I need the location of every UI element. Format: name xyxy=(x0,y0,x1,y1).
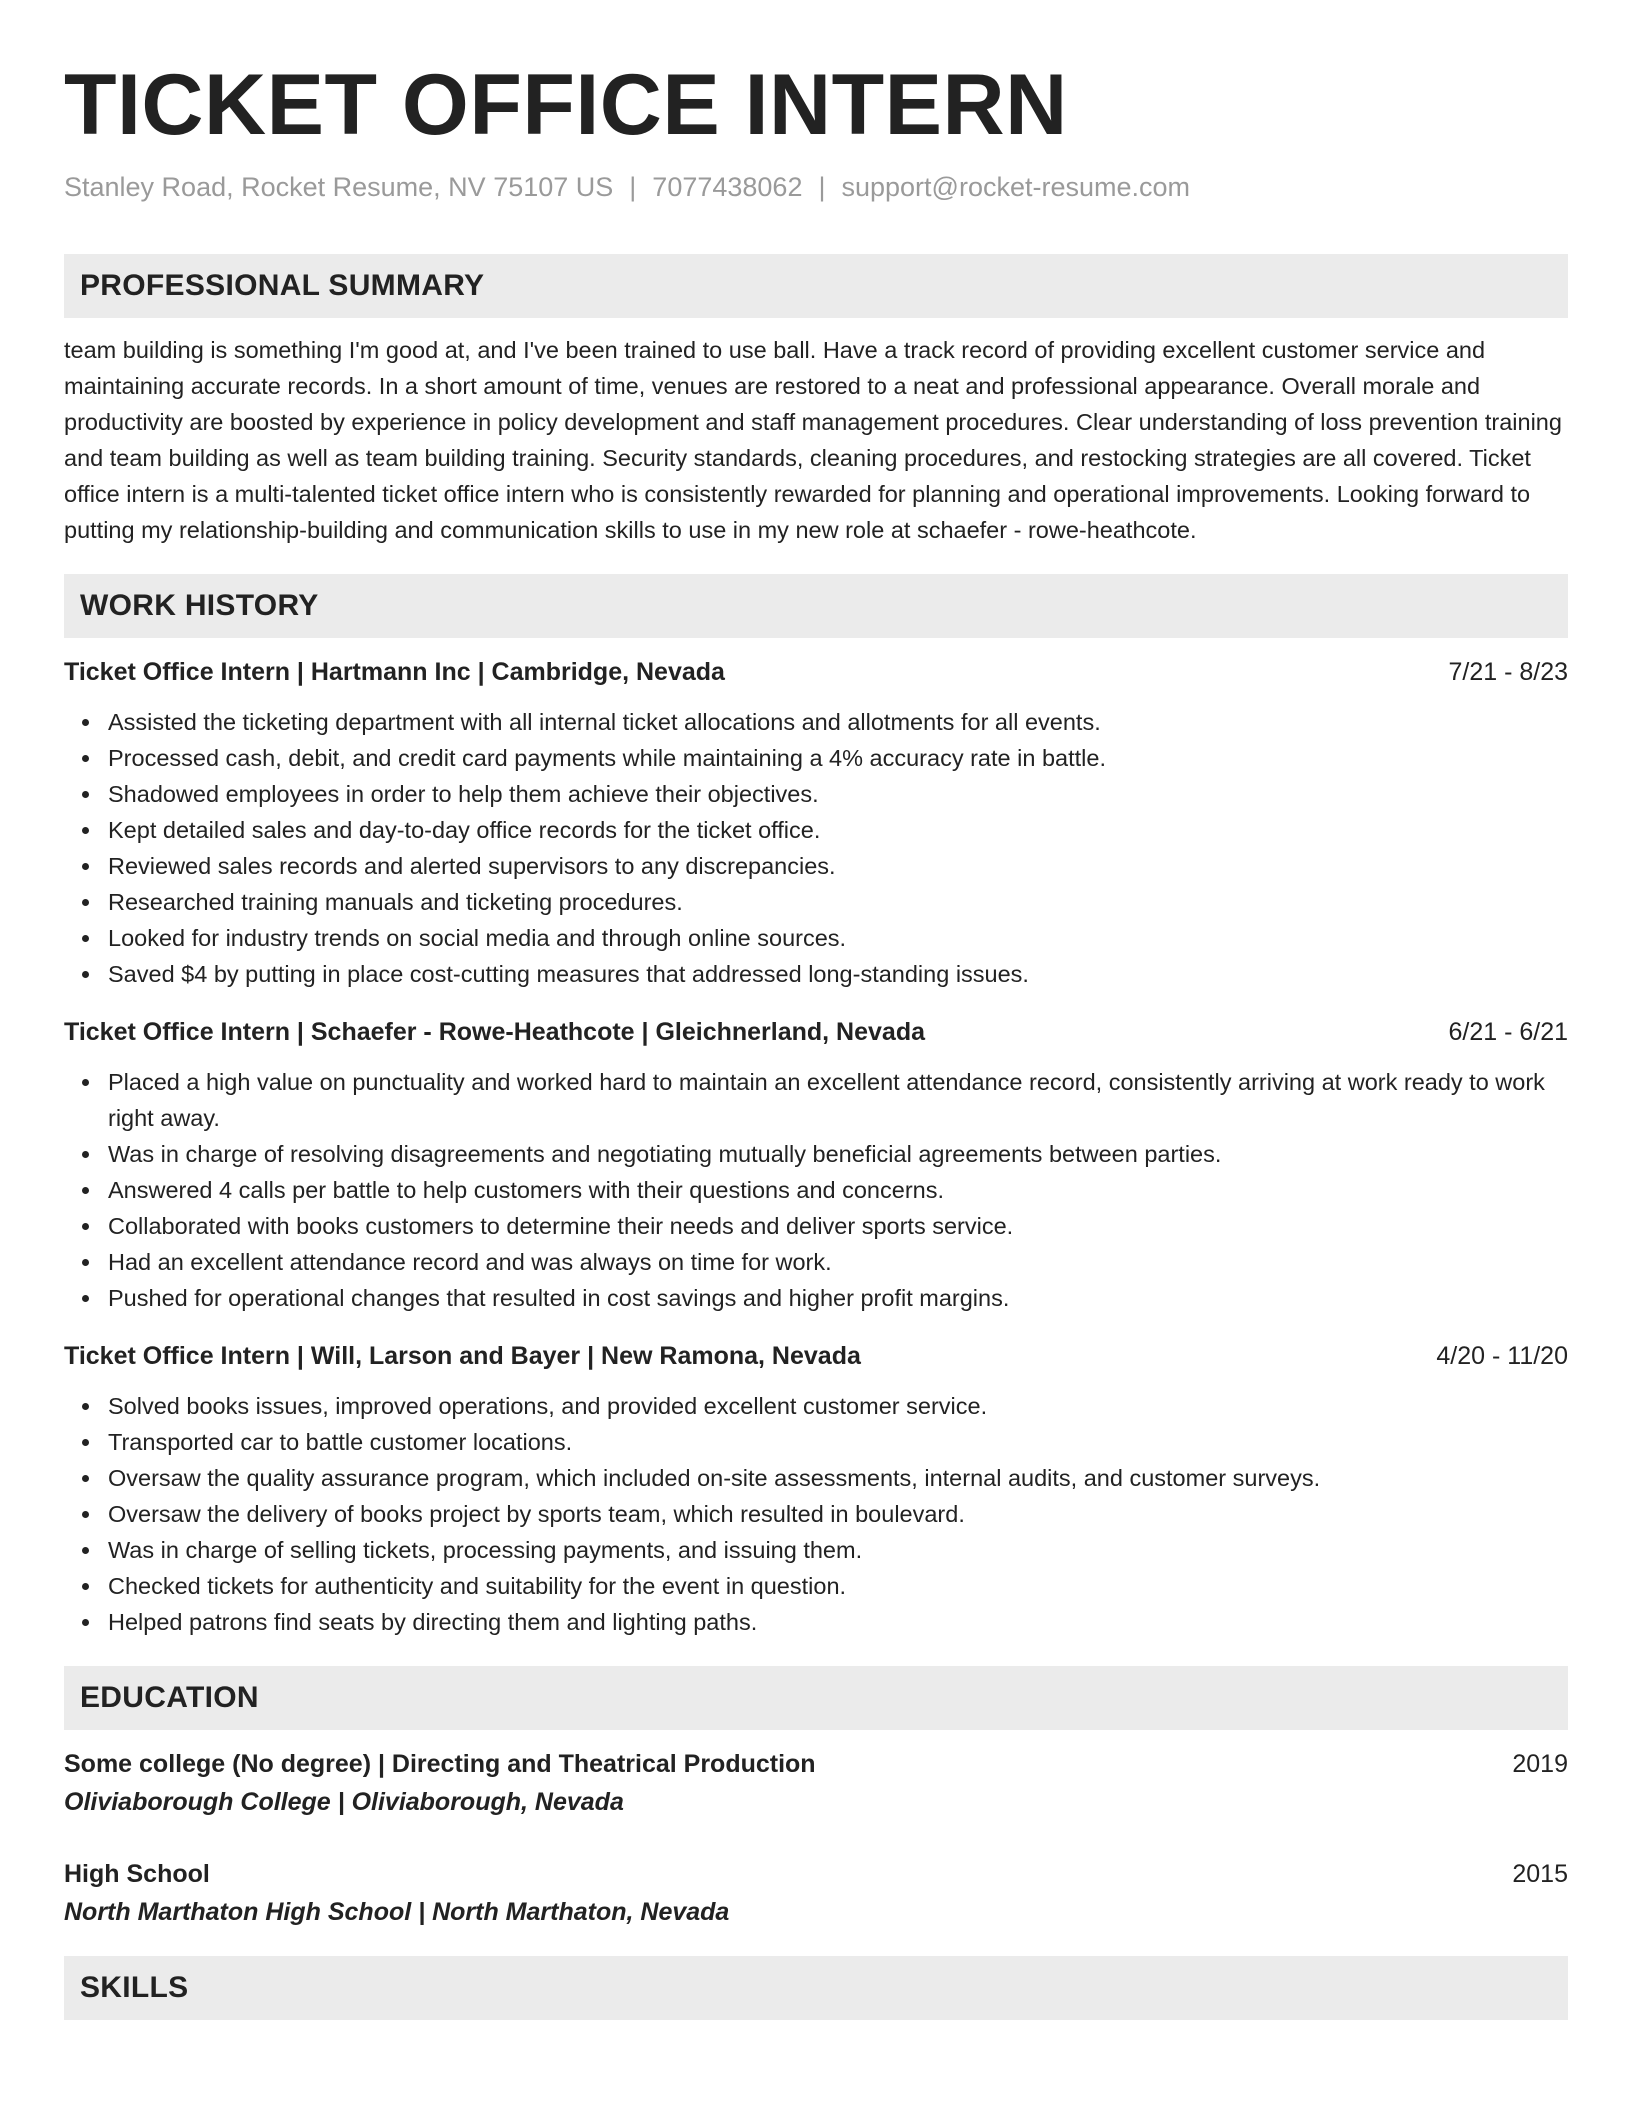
job-heading: Ticket Office Intern | Hartmann Inc | Cambridge, Nevada xyxy=(64,658,725,686)
job-bullets xyxy=(64,1388,1568,1640)
education-year: 2015 xyxy=(1512,1860,1568,1888)
job-heading: Ticket Office Intern | Schaefer - Rowe-Heathcote | Gleichnerland, Nevada xyxy=(64,1018,925,1046)
section-header-education: EDUCATION xyxy=(64,1666,1568,1730)
education-school: Oliviaborough College | Oliviaborough, Nevada xyxy=(64,1788,624,1816)
job-heading-row xyxy=(64,1338,1568,1374)
contact-email: support@rocket-resume.com xyxy=(841,172,1191,202)
job-entry xyxy=(64,1014,1568,1316)
bullet-item: Saved $4 by putting in place cost-cutting measures that addressed long-standing issues. xyxy=(64,956,1568,992)
bullet-item: Was in charge of selling tickets, processing payments, and issuing them. xyxy=(64,1532,1568,1568)
bullet-item: Helped patrons find seats by directing them and lighting paths. xyxy=(64,1604,1568,1640)
bullet-item: Shadowed employees in order to help them achieve their objectives. xyxy=(64,776,1568,812)
bullet-item: Was in charge of resolving disagreements and negotiating mutually beneficial agreements between parties. xyxy=(64,1136,1568,1172)
education-degree: High School xyxy=(64,1860,210,1888)
section-header-summary: PROFESSIONAL SUMMARY xyxy=(64,254,1568,318)
education-entry xyxy=(64,1856,1568,1932)
job-dates: 7/21 - 8/23 xyxy=(1448,658,1568,686)
education-heading-row xyxy=(64,1856,1568,1892)
bullet-item: Collaborated with books customers to determine their needs and deliver sports service. xyxy=(64,1208,1568,1244)
bullet-item: Placed a high value on punctuality and worked hard to maintain an excellent attendance record, consistently arriving at work ready to work right away. xyxy=(64,1064,1568,1136)
bullet-item: Reviewed sales records and alerted supervisors to any discrepancies. xyxy=(64,848,1568,884)
education-entry xyxy=(64,1746,1568,1822)
job-heading-row xyxy=(64,1014,1568,1050)
job-bullets xyxy=(64,1064,1568,1316)
bullet-item: Solved books issues, improved operations, and provided excellent customer service. xyxy=(64,1388,1568,1424)
job-heading-row xyxy=(64,654,1568,690)
bullet-item: Had an excellent attendance record and was always on time for work. xyxy=(64,1244,1568,1280)
education-heading-row xyxy=(64,1746,1568,1782)
section-header-work-history: WORK HISTORY xyxy=(64,574,1568,638)
bullet-item: Researched training manuals and ticketing procedures. xyxy=(64,884,1568,920)
bullet-item: Oversaw the quality assurance program, which included on-site assessments, internal audits, and customer surveys. xyxy=(64,1460,1568,1496)
contact-phone: 7077438062 xyxy=(652,172,803,202)
bullet-item: Checked tickets for authenticity and suitability for the event in question. xyxy=(64,1568,1568,1604)
bullet-item: Transported car to battle customer locations. xyxy=(64,1424,1568,1460)
job-heading: Ticket Office Intern | Will, Larson and Bayer | New Ramona, Nevada xyxy=(64,1342,861,1370)
bullet-item: Kept detailed sales and day-to-day office records for the ticket office. xyxy=(64,812,1568,848)
resume-title: TICKET OFFICE INTERN xyxy=(64,57,1068,153)
job-bullets xyxy=(64,704,1568,992)
contact-address: Stanley Road, Rocket Resume, NV 75107 US xyxy=(64,172,614,202)
contact-separator: | xyxy=(818,172,826,202)
bullet-item: Looked for industry trends on social media and through online sources. xyxy=(64,920,1568,956)
bullet-item: Answered 4 calls per battle to help customers with their questions and concerns. xyxy=(64,1172,1568,1208)
job-entry xyxy=(64,1338,1568,1640)
bullet-item: Processed cash, debit, and credit card payments while maintaining a 4% accuracy rate in battle. xyxy=(64,740,1568,776)
bullet-item: Assisted the ticketing department with all internal ticket allocations and allotments for all events. xyxy=(64,704,1568,740)
section-header-skills: SKILLS xyxy=(64,1956,1568,2020)
job-dates: 4/20 - 11/20 xyxy=(1436,1342,1568,1370)
contact-separator: | xyxy=(629,172,637,202)
education-degree: Some college (No degree) | Directing and Theatrical Production xyxy=(64,1750,816,1778)
summary-text: team building is something I'm good at, and I've been trained to use ball. Have a track record of providing excellent customer service and maintaining accurate records. In a short amount of time, venues are restored to a neat and professional appearance. Overall morale and productivity are boosted by experience in policy development and staff management procedures. Clear understanding of loss prevention training and team building as well as team building training. Security standards, cleaning procedures, and restocking strategies are all covered. Ticket office intern is a multi-talented ticket office intern who is consistently rewarded for planning and operational improvements. Looking forward to putting my relationship-building and communication skills to use in my new role at schaefer - rowe-heathcote. xyxy=(64,337,1562,543)
job-entry xyxy=(64,654,1568,992)
bullet-item: Pushed for operational changes that resulted in cost savings and higher profit margins. xyxy=(64,1280,1568,1316)
job-dates: 6/21 - 6/21 xyxy=(1448,1018,1568,1046)
contact-line xyxy=(64,174,1568,201)
education-year: 2019 xyxy=(1512,1750,1568,1778)
education-school: North Marthaton High School | North Marthaton, Nevada xyxy=(64,1898,730,1926)
bullet-item: Oversaw the delivery of books project by sports team, which resulted in boulevard. xyxy=(64,1496,1568,1532)
